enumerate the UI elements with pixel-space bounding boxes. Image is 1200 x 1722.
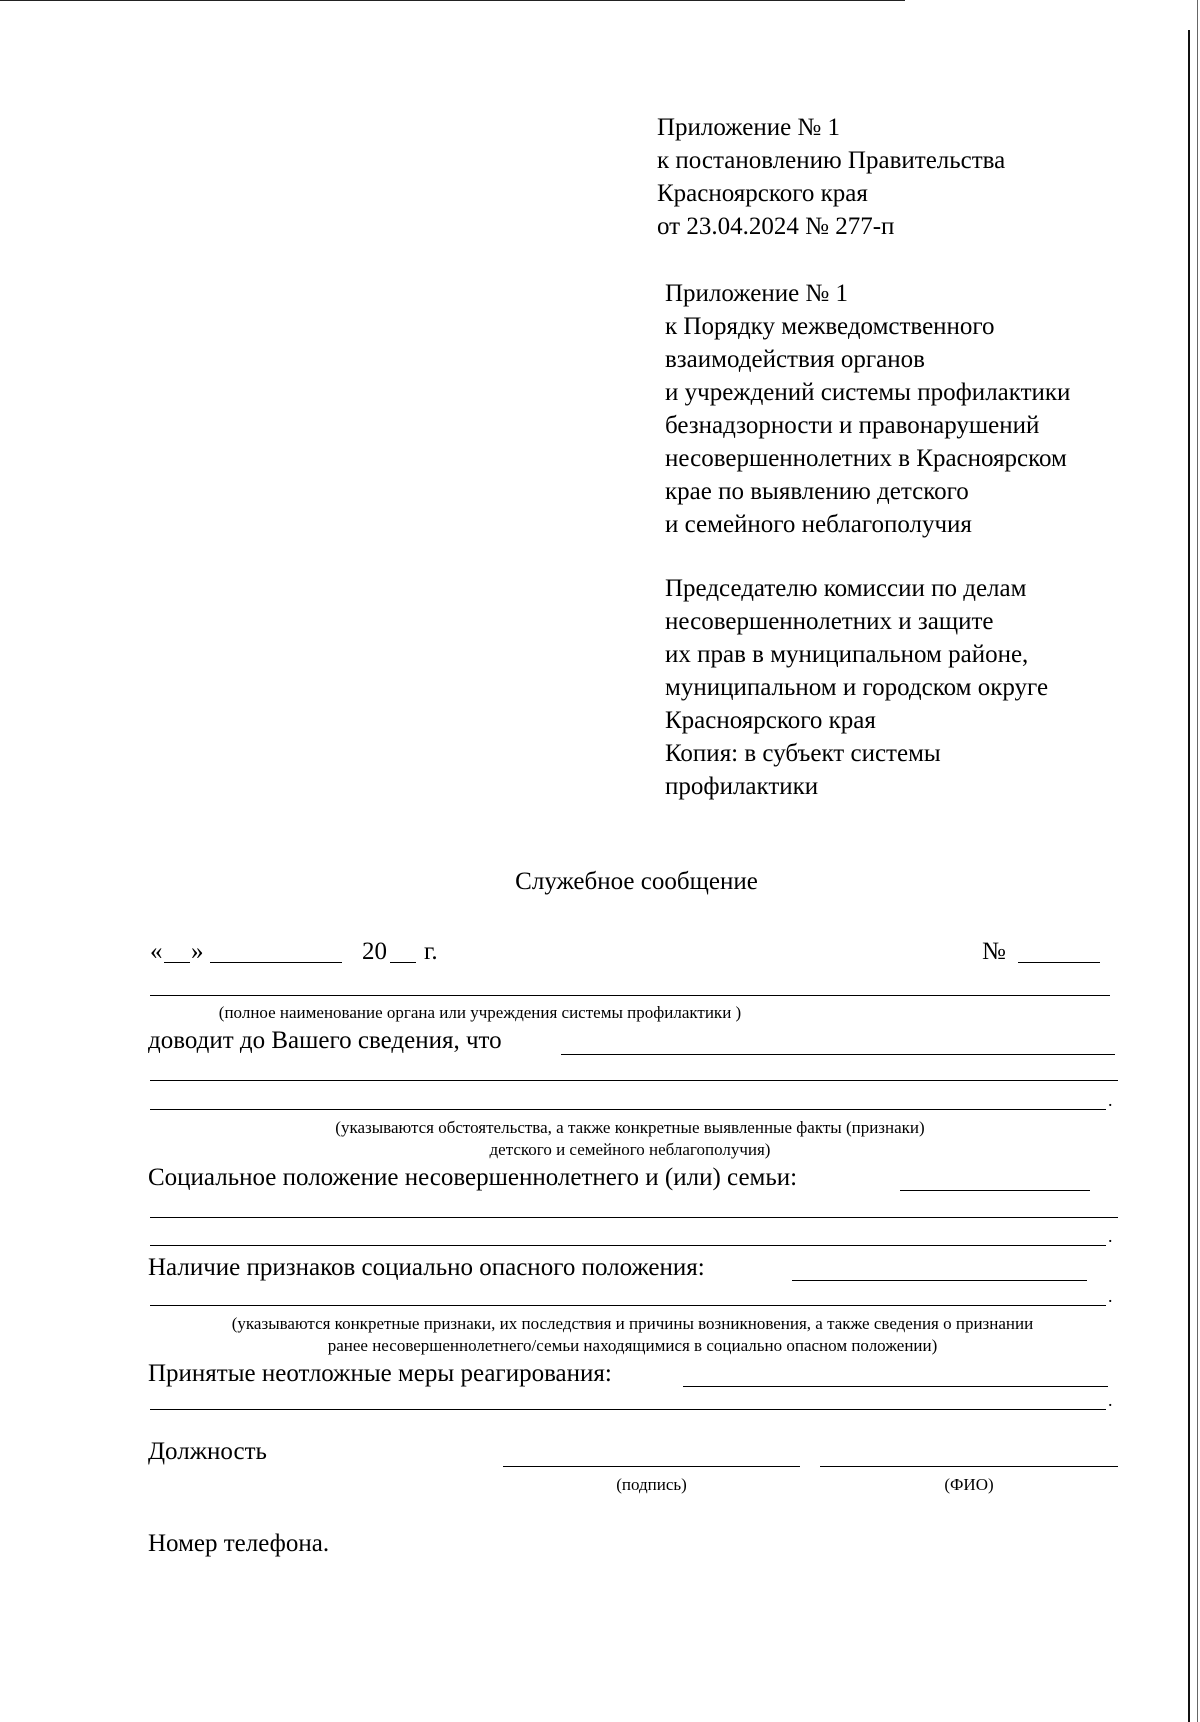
informs-label: доводит до Вашего сведения, что [148,1027,502,1054]
measures-field[interactable] [683,1386,1108,1387]
danger-hint-2: ранее несовершеннолетнего/семьи находящимися в социально опасном положении) [327,1336,938,1355]
circumstances-period: . [1108,1090,1113,1110]
addressee-block [665,572,1048,803]
addressee-line: Председателю комиссии по делам [665,575,1027,602]
appendix-line: Приложение № 1 [657,114,841,141]
social-status-field[interactable] [900,1190,1090,1191]
full-name-field[interactable] [820,1466,1118,1467]
appendix-line: от 23.04.2024 № 277-п [657,213,895,240]
order-appendix-line: несовершеннолетних в Красноярском [665,445,1067,472]
social-status-field-3[interactable] [150,1245,1106,1246]
addressee-line: Копия: в субъект системы [665,740,941,767]
social-status-field-2[interactable] [150,1217,1118,1218]
order-appendix-block [665,277,1070,541]
scan-edge-top [0,0,905,1]
date-day-field[interactable] [164,962,190,963]
document-title: Служебное сообщение [515,868,758,895]
order-appendix-line: и учреждений системы профилактики [665,379,1071,406]
danger-signs-field-2[interactable] [150,1305,1106,1306]
signature-field[interactable] [503,1466,800,1467]
order-appendix-line: Приложение № 1 [665,280,849,307]
social-status-period: . [1108,1226,1113,1246]
measures-label: Принятые неотложные меры реагирования: [148,1360,612,1387]
date-open-quote: « [150,938,163,965]
danger-signs-label: Наличие признаков социально опасного положения: [148,1254,705,1281]
informs-field[interactable] [561,1054,1115,1055]
phone-label: Номер телефона. [148,1530,330,1557]
appendix-block [657,111,1005,243]
position-label: Должность [148,1438,267,1465]
year-prefix: 20 [362,938,387,965]
appendix-line: Красноярского края [657,180,868,207]
circumstances-hint-1: (указываются обстоятельства, а также конкретные выявленные факты (признаки) [335,1118,925,1137]
number-field[interactable] [1018,962,1100,963]
order-appendix-line: и семейного неблагополучия [665,511,972,538]
circumstances-field-1[interactable] [150,1080,1118,1081]
danger-hint-1: (указываются конкретные признаки, их последствия и причины возникновения, а также сведения о признании [231,1314,1034,1333]
date-close-quote: » [191,938,204,965]
full-name-hint: (ФИО) [944,1475,994,1494]
addressee-line: несовершеннолетних и защите [665,608,994,635]
order-appendix-line: взаимодействия органов [665,346,925,373]
scan-edge-right-outer [1197,0,1198,1722]
circumstances-hint-2: детского и семейного неблагополучия) [489,1140,771,1159]
danger-signs-field[interactable] [792,1280,1087,1281]
measures-field-2[interactable] [150,1409,1106,1410]
number-label: № [982,938,1006,965]
addressee-line: Красноярского края [665,707,876,734]
date-month-field[interactable] [210,962,342,963]
organization-field[interactable] [150,995,1110,996]
order-appendix-line: крае по выявлению детского [665,478,969,505]
signature-hint: (подпись) [616,1475,687,1494]
appendix-line: к постановлению Правительства [657,147,1006,174]
addressee-line: муниципальном и городском округе [665,674,1049,701]
order-appendix-line: к Порядку межведомственного [665,313,995,340]
addressee-line: их прав в муниципальном районе, [665,641,1029,668]
social-status-label: Социальное положение несовершеннолетнего и (или) семьи: [148,1164,798,1191]
organization-hint: (полное наименование органа или учреждения системы профилактики ) [218,1003,742,1022]
order-appendix-line: безнадзорности и правонарушений [665,412,1040,439]
circumstances-field-2[interactable] [150,1109,1106,1110]
measures-period: . [1108,1390,1113,1410]
year-suffix: г. [424,938,438,965]
date-year-field[interactable] [390,962,416,963]
addressee-line: профилактики [665,773,819,800]
danger-signs-period: . [1108,1286,1113,1306]
